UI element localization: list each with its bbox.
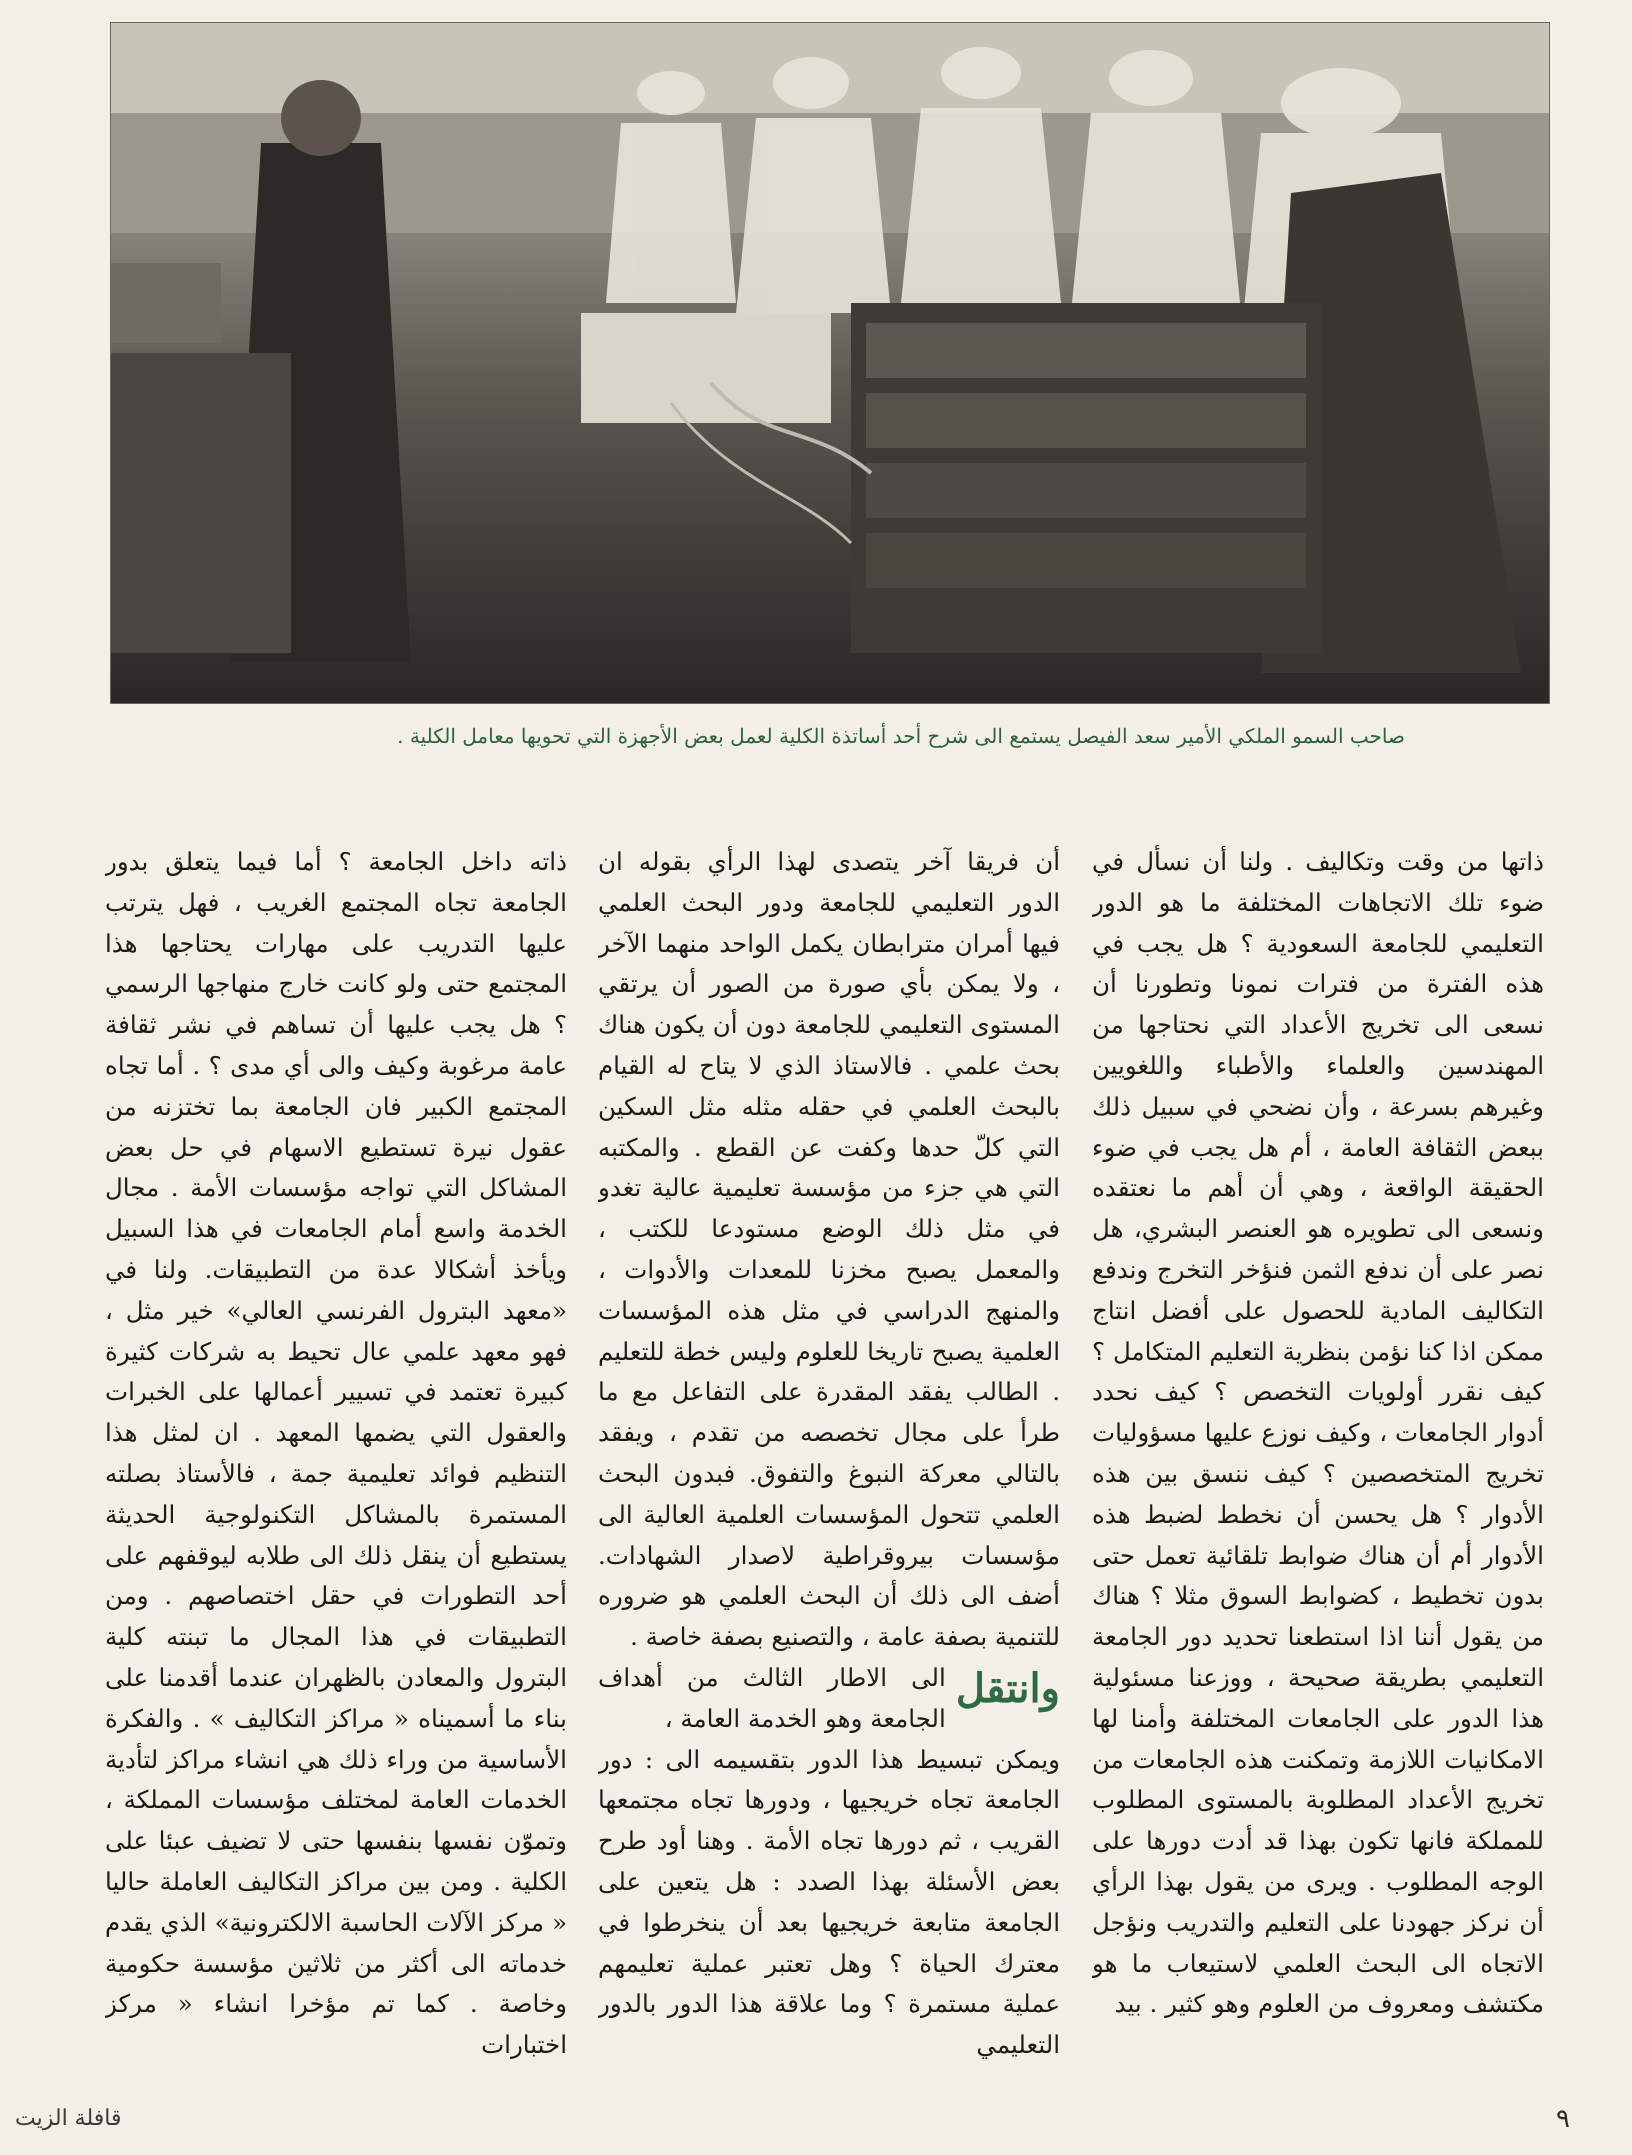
article-column-1 — [1092, 842, 1544, 2072]
article-paragraph: ويمكن تبسيط هذا الدور بتقسيمه الى : دور الجامعة تجاه خريجيها ، ودورها تجاه مجتمعها القريب ، ثم دورها تجاه الأمة . وهنا أود طرح بعض الأسئلة بهذا الصدد : هل يتعين على الجامعة متابعة خريجيها بعد أن ينخرطوا في معترك الحياة ؟ وهل تعتبر عملية تعليمهم عملية مستمرة ؟ وما علاقة هذا الدور بالدور التعليمي — [598, 1744, 1060, 2060]
article-column-2 — [598, 842, 1060, 2072]
lab-photo-illustration — [111, 23, 1549, 703]
section-heading: وانتقل — [955, 1664, 1060, 1712]
article-paragraph: أن فريقا آخر يتصدى لهذا الرأي بقوله ان الدور التعليمي للجامعة ودور البحث العلمي فيها أمران مترابطان يكمل الواحد منهما الآخر ، ولا يمكن بأي صورة من الصور أن يرتقي المستوى التعليمي للجامعة دون أن يكون هناك بحث علمي . فالاستاذ الذي لا يتاح له القيام بالبحث العلمي في حقله مثله مثل السكين التي كلّ حدها وكفت عن القطع . والمكتبه التي هي جزء من مؤسسة تعليمية عالية تغدو في مثل ذلك الوضع مستودعا للكتب ، والمعمل يصبح مخزنا للمعدات والأدوات ، والمنهج الدراسي في مثل هذه المؤسسات العلمية يصبح تاريخا للعلوم وليس خطة للتعليم . الطالب يفقد المقدرة على التفاعل مع ما طرأ على مجال تخصصه من تقدم ، ويفقد بالتالي معركة النبوغ والتفوق. فبدون البحث العلمي تتحول المؤسسات العلمية العالية الى مؤسسات بيروقراطية لاصدار الشهادات. أضف الى ذلك أن البحث العلمي هو ضروره للتنمية بصفة عامة ، والتصنيع بصفة خاصة . — [598, 847, 1060, 1652]
lab-photo — [110, 22, 1550, 704]
article-paragraph: ذاتها من وقت وتكاليف . ولنا أن نسأل في ضوء تلك الاتجاهات المختلفة ما هو الدور التعليمي للجامعة السعودية ؟ هل يجب في هذه الفترة من فترات نمونا وتطورنا أن نسعى الى تخريج الأعداد التي نحتاجها من المهندسين والعلماء والأطباء واللغويين وغيرهم بسرعة ، وأن نضحي في سبيل ذلك ببعض الثقافة العامة ، أم هل يجب في ضوء الحقيقة الواقعة ، وهي أن أهم ما نعتقده ونسعى الى تطويره هو العنصر البشري، هل نصر على أن ندفع الثمن فنؤخر التخرج وندفع التكاليف المادية للحصول على أفضل انتاج ممكن اذا كنا نؤمن بنظرية التعليم المتكامل ؟ كيف نقرر أولويات التخصص ؟ كيف نحدد أدوار الجامعات ، وكيف نوزع عليها مسؤوليات تخريج المتخصصين ؟ كيف ننسق بين هذه الأدوار ؟ هل يحسن أن نخطط لضبط هذه الأدوار أم أن هناك ضوابط تلقائية تعمل حتى بدون تخطيط ، كضوابط السوق مثلا ؟ هناك من يقول أننا اذا استطعنا تحديد دور الجامعة التعليمي بطريقة صحيحة ، ووزعنا مسئولية هذا الدور على الجامعات المختلفة وأمنا لها الامكانيات اللازمة وتمكنت هذه الجامعات من تخريج الأعداد المطلوبة بالمستوى المطلوب للمملكة فانها تكون بهذا قد أدت دورها على الوجه المطلوب . ويرى من يقول بهذا الرأي أن نركز جهودنا على التعليم والتدريب ونؤجل الاتجاه الى البحث العلمي لاستيعاب ما هو مكتشف ومعروف من العلوم وهو كثير . بيد — [1092, 847, 1544, 2019]
magazine-name: قافلة الزيت — [15, 2106, 122, 2131]
photo-caption: صاحب السمو الملكي الأمير سعد الفيصل يستمع الى شرح أحد أساتذة الكلية لعمل بعض الأجهزة التي تحويها معامل الكلية . — [397, 724, 1405, 748]
section-heading-row — [598, 1658, 1060, 1740]
article-paragraph: ذاته داخل الجامعة ؟ أما فيما يتعلق بدور الجامعة تجاه المجتمع الغريب ، فهل يترتب عليها التدريب على مهارات يحتاجها هذا المجتمع حتى ولو كانت خارج منهاجها الرسمي ؟ هل يجب عليها أن تساهم في نشر ثقافة عامة مرغوبة وكيف والى أي مدى ؟ . أما تجاه المجتمع الكبير فان الجامعة بما تختزنه من عقول نيرة تستطيع الاسهام في حل بعض المشاكل التي تواجه مؤسسات الأمة . مجال الخدمة واسع أمام الجامعات في هذا السبيل ويأخذ أشكالا عدة من التطبيقات. ولنا في «معهد البترول الفرنسي العالي» خير مثل ، فهو معهد علمي عال تحيط به شركات كثيرة كبيرة تعتمد في تسيير أعمالها على الخبرات والعقول التي يضمها المعهد . ان لمثل هذا التنظيم فوائد تعليمية جمة ، فالأستاذ بصلته المستمرة بالمشاكل التكنولوجية الحديثة يستطيع أن ينقل ذلك الى طلابه ليوقفهم على أحد التطورات في حقل اختصاصهم . ومن التطبيقات في هذا المجال ما تبنته كلية البترول والمعادن بالظهران عندما أقدمنا على بناء ما أسميناه « مراكز التكاليف » . والفكرة الأساسية من وراء ذلك هي انشاء مراكز لتأدية الخدمات العامة لمختلف مؤسسات المملكة ، وتموّن نفسها بنفسها حتى لا تضيف عبئا على الكلية . ومن بين مراكز التكاليف العاملة حاليا « مركز الآلات الحاسبة الالكترونية» الذي يقدم خدماته الى أكثر من ثلاثين مؤسسة حكومية وخاصة . كما تم مؤخرا انشاء « مركز اختبارات — [105, 847, 567, 2060]
page-number: ٩ — [1556, 2104, 1570, 2134]
article-column-3 — [105, 842, 567, 2072]
article-paragraph: الى الاطار الثالث من أهداف الجامعة وهو الخدمة العامة ، — [598, 1662, 946, 1733]
